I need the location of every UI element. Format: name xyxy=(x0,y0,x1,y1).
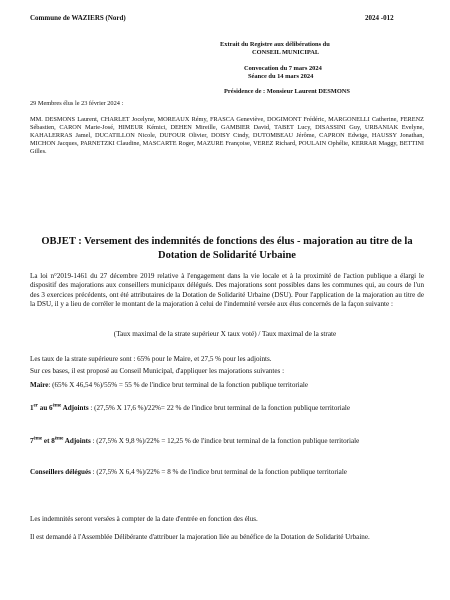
adj2-et: et xyxy=(42,437,52,445)
adj1-label: Adjoints xyxy=(61,404,89,412)
adj2-sup2: ème xyxy=(54,436,64,442)
adj1-sup1: er xyxy=(33,403,38,409)
adj2-label: Adjoints xyxy=(63,437,91,445)
adj1-n2: 6 xyxy=(49,404,53,412)
maire-line xyxy=(30,381,424,390)
adj2-calc: : (27,5% X 9,8 %)/22% = 12,25 % de l'indice brut terminal de la fonction publique territoriale xyxy=(90,437,360,445)
maire-calc: : (65% X 46,54 %)/55% = 55 % de l'indice brut terminal de la fonction publique territoriale xyxy=(48,381,308,389)
adj1-sup2: ème xyxy=(52,403,62,409)
proposal-text: Sur ces bases, il est proposé au Conseil Municipal, d'appliquer les majorations suivantes : xyxy=(30,367,285,375)
convocation-date: Convocation du 7 mars 2024 xyxy=(244,65,322,72)
deliberation-reference: 2024 -012 xyxy=(365,14,394,22)
conseillers-calc: : (27,5% X 6,4 %)/22% = 8 % de l'indice brut terminal de la fonction publique territoriale xyxy=(90,468,347,476)
objet-title: OBJET : Versement des indemnités de fonctions des élus - majoration au titre de la Dotation de Solidarité Urbaine xyxy=(41,236,413,261)
extract-block xyxy=(220,41,440,96)
adj2-n1: 7 xyxy=(30,437,34,445)
members-list: MM. DESMONS Laurent, CHARLET Jocelyne, MOREAUX Rémy, FRASCA Geneviève, DOGIMONT Frédéric, MARGONELLI Catherine, FERENZ Sébastien, CARON Marie-José, HIMEUR Kémici, DEHEN Mireille, GAMBIER David, TABET Lucy, DISASSINI Guy, URBANIAK Evelyne, KAHALERRAS Jamel, DUCATILLON Nicole, DUFOUR Olivier, DOISY Cindy, DUTOMBEAU Jérôme, CAPRON Edwige, HAUSSY Jonathan, MICHON Jacques, PARNETZKI Claudine, MASCARTE Roger, MAZURE Françoise, VEREZ Richard, POULAIN Ophélie, KERRAR Maggy, BETTINI Gilles. xyxy=(30,116,424,155)
conseillers-label: Conseillers délégués xyxy=(30,468,91,476)
maire-label: Maire xyxy=(30,381,49,389)
rates-text: Les taux de la strate supérieure sont : 65% pour le Maire, et 27,5 % pour les adjoints. xyxy=(30,355,272,363)
adj2-n2: 8 xyxy=(51,437,55,445)
conseillers-line xyxy=(30,468,424,477)
adjoints-7-8-line xyxy=(30,437,424,446)
adj2-sup1: ème xyxy=(33,436,43,442)
adj1-calc: : (27,5% X 17,6 %)/22%= 22 % de l'indice brut terminal de la fonction publique territoriale xyxy=(88,404,350,412)
extract-line1: Extrait du Registre aux délibérations du xyxy=(220,41,330,48)
adj1-au: au xyxy=(38,404,50,412)
extract-line2: CONSEIL MUNICIPAL xyxy=(252,49,320,56)
members-intro: 29 Membres élus le 23 février 2024 : xyxy=(30,100,124,107)
presidence: Présidence de : Monsieur Laurent DESMONS xyxy=(224,88,350,95)
adj1-n1: 1 xyxy=(30,404,34,412)
commune-name: Commune de WAZIERS (Nord) xyxy=(30,14,126,22)
seance-date: Séance du 14 mars 2024 xyxy=(248,73,314,80)
closing-start-date: Les indemnités seront versées à compter de la date d'entrée en fonction des élus. xyxy=(30,515,258,523)
formula: (Taux maximal de la strate supérieur X taux voté) / Taux maximal de la strate xyxy=(113,330,337,338)
adjoints-1-6-line xyxy=(30,404,424,413)
intro-paragraph: La loi n°2019-1461 du 27 décembre 2019 relative à l'engagement dans la vie locale et à la proximité de l'action publique a élargi le dispositif des majorations aux conseillers municipaux délégués. Des majorations sont possibles dans les communes qui, au cours de l'un des 3 exercices précédents, ont été attributaires de la Dotation de Solidarité Urbaine (DSU). Pour l'application de la majoration au titre de la DSU, il y a lieu de corréler le montant de la majoration à celui de l'indemnité versée aux élus concernés de la façon suivante : xyxy=(30,272,424,308)
closing-request: Il est demandé à l'Assemblée Délibérante d'attribuer la majoration liée au bénéfice de la Dotation de Solidarité Urbaine. xyxy=(30,533,370,541)
